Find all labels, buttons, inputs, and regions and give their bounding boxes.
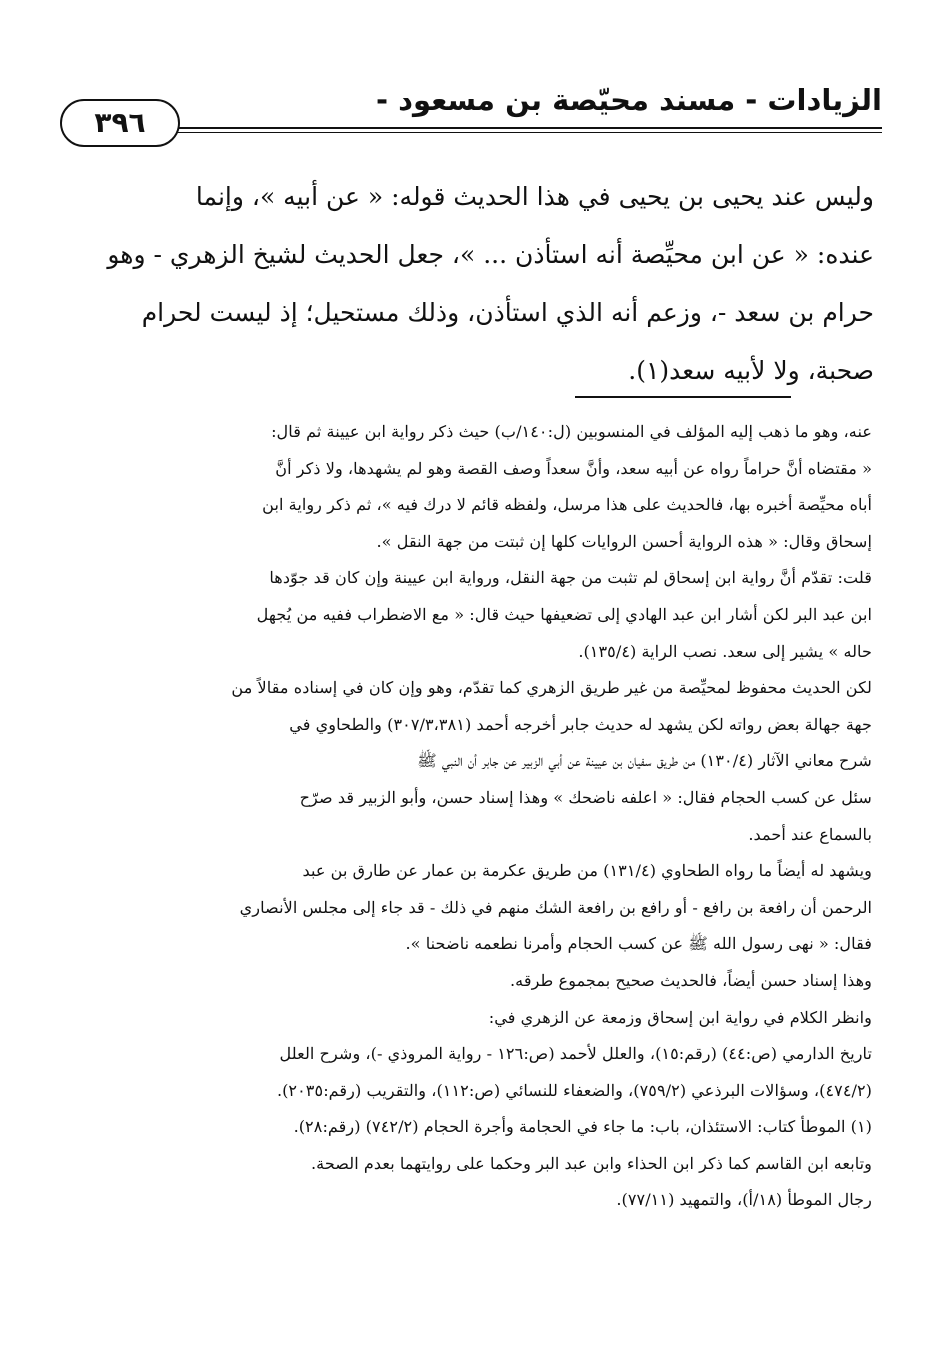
header-rule-thin bbox=[160, 132, 882, 133]
footnote-line: جهة جهالة بعض رواته لكن يشهد له حديث جابر أخرجه أحمد (٣٠٧/٣،٣٨١) والطحاوي في bbox=[289, 714, 872, 734]
running-header bbox=[56, 78, 882, 139]
footnote-line: بالسماع عند أحمد. bbox=[748, 824, 872, 844]
main-text-line: عنده: « عن ابن محيِّصة أنه استأذن ... »، جعل الحديث لشيخ الزهري - وهو bbox=[107, 240, 874, 269]
footnote-line: ويشهد له أيضاً ما رواه الطحاوي (١٣١/٤) من طريق عكرمة بن عمار عن طارق بن عبد bbox=[302, 861, 872, 881]
footnote-line: « مقتضاه أنَّ حراماً رواه عن أبيه سعد، وأنَّ سعداً وصف القصة وهو لم يشهدها، ولا ذكر أنَّ bbox=[275, 458, 872, 478]
page-number: ٣٩٦ bbox=[60, 99, 180, 147]
footnote-line: وانظر الكلام في رواية ابن إسحاق وزمعة عن الزهري في: bbox=[488, 1007, 872, 1027]
footnote-line: أباه محيِّصة أخبره بها، فالحديث على هذا مرسل، ولفظه قائم لا درك فيه »، ثم ذكر رواية ابن bbox=[262, 495, 872, 515]
main-text-line: صحبة، ولا لأبيه سعد(١). bbox=[628, 356, 874, 385]
footnote-line: (٤٧٤/٢)، وسؤالات البرذعي (٧٥٩/٢)، والضعفاء للنسائي (ص:١١٢)، والتقريب (رقم:٢٠٣٥). bbox=[276, 1080, 872, 1100]
footnote-line: فقال: « نهى رسول الله ﷺ عن كسب الحجام وأمرنا نطعمه ناضحنا ». bbox=[405, 934, 872, 954]
header-rule bbox=[160, 127, 882, 129]
footnote-line: ابن عبد البر لكن أشار ابن عبد الهادي إلى تضعيفها حيث قال: « مع الاضطراب ففيه من يُجهل bbox=[256, 604, 872, 624]
header-title: الزيادات - مسند محيّصة بن مسعود - bbox=[375, 83, 882, 117]
footnotes bbox=[70, 414, 872, 1219]
footnote-line: وهذا إسناد حسن أيضاً، فالحديث صحيح بمجموع طرقه. bbox=[510, 970, 872, 990]
footnote-line: حاله » يشير إلى سعد. نصب الراية (١٣٥/٤). bbox=[578, 641, 872, 661]
main-text-line: حرام بن سعد -، وزعم أنه الذي استأذن، وذلك مستحيل؛ إذ ليست لحرام bbox=[141, 298, 874, 327]
footnote-line: إسحاق وقال: « هذه الرواية أحسن الروايات كلها إن ثبتت من جهة النقل ». bbox=[376, 531, 872, 551]
footnote-line: تاريخ الدارمي (ص:٤٤) (رقم:١٥)، والعلل لأحمد (ص:١٢٦ - رواية المروذي -)، وشرح العلل bbox=[279, 1044, 872, 1064]
footnote-line: عنه، وهو ما ذهب إليه المؤلف في المنسوبين (ل:١٤٠/ب) حيث ذكر رواية ابن عيينة ثم قال: bbox=[271, 422, 872, 441]
footnote-line: قلت: تقدّم أنَّ رواية ابن إسحاق لم تثبت من جهة النقل، ورواية ابن عيينة وإن كان قد جوّدها bbox=[269, 568, 872, 588]
main-text-line: وليس عند يحيى بن يحيى في هذا الحديث قوله: « عن أبيه »، وإنما bbox=[195, 182, 874, 211]
footnote-line: رجال الموطأ (١٨/أ)، والتمهيد (٧٧/١١). bbox=[616, 1190, 872, 1210]
footnote-line: وتابعه ابن القاسم كما ذكر ابن الحذاء وابن عبد البر وحكما على روايتهما بعدم الصحة. bbox=[311, 1153, 872, 1173]
footnote-line: (١) الموطأ كتاب: الاستئذان، باب: ما جاء في الحجامة وأجرة الحجام (٧٤٢/٢) (رقم:٢٨). bbox=[293, 1117, 872, 1137]
footnote-line: شرح معاني الآثار (١٣٠/٤) من طريق سفيان بن عيينة عن أبي الزبير عن جابر أن النبي ﷺ bbox=[417, 751, 872, 771]
footnote-line: لكن الحديث محفوظ لمحيِّصة من غير طريق الزهري كما تقدّم، وهو وإن كان في إسناده مقالاً من bbox=[231, 678, 872, 698]
main-text bbox=[68, 168, 874, 400]
footnote-line: سئل عن كسب الحجام فقال: « اعلفه ناضحك » وهذا إسناد حسن، وأبو الزبير قد صرّح bbox=[299, 787, 872, 807]
footnote-line: الرحمن أن رافعة بن رافع - أو رافع بن رافعة الشك منهم في ذلك - قد جاء إلى مجلس الأنصاري bbox=[239, 897, 872, 917]
footnote-separator bbox=[575, 396, 791, 398]
